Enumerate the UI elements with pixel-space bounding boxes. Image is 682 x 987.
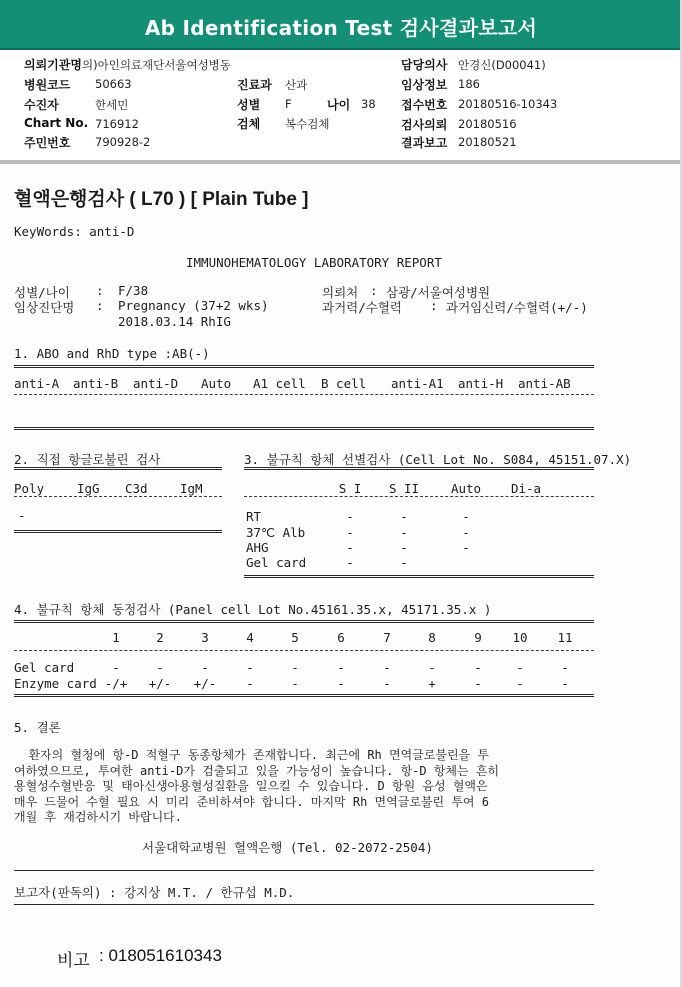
label-test-request: 검사의뢰 [401,118,448,132]
panel-cell: - [337,660,345,675]
conclusion-line: 여하였으므로, 투여한 anti-D가 검출되고 있을 가능성이 높습니다. 항-D 항체는 흔히 [14,763,500,778]
conclusion-line: 개월 후 재검하시기 바랍니다. [14,810,183,824]
panel-cell: - [201,660,209,675]
label-result-report: 결과보고 [401,136,448,150]
panel-column-header: 9 [474,630,482,645]
value-institution: 의)아인의료재단서울여성병동 [82,58,231,72]
conclusion-line: 용혈성수혈반응 및 태아신생아용혈성질환을 일으킬 수 있습니다. D 항원 음성 혈액은 [14,779,488,793]
abo-column-header: anti-A [14,376,60,391]
panel-cell: - [246,660,254,675]
panel-cell: - [561,676,569,691]
diagnosis-label: 임상진단명 [14,300,75,315]
value-sex: F [285,97,292,111]
blood-bank-footer: 서울대학교병원 혈액은행 (Tel. 02-2072-2504) [142,840,433,855]
label-department: 진료과 [237,78,272,92]
lab-report-title: IMMUNOHEMATOLOGY LABORATORY REPORT [186,255,442,270]
screen-cell: - [462,509,470,524]
panel-cell: - [291,660,299,675]
value-test-request: 20180516 [458,117,517,131]
panel-cell: + [428,676,436,691]
panel-cell: +/- [148,676,172,691]
panel-row-label: Enzyme card [14,676,97,691]
report-title: Ab Identification Test 검사결과보고서 [144,16,538,40]
panel-column-header: 5 [291,630,299,645]
screen-cell: - [462,525,470,540]
abo-column-header: anti-A1 [391,376,444,391]
rule [244,496,594,497]
abo-column-header: anti-AB [518,376,571,391]
dat-result: - [18,508,26,523]
label-doctor: 담당의사 [401,58,448,72]
section3-title: 3. 불규칙 항체 선별검사 (Cell Lot No. S084, 45151.07.X) [244,452,632,467]
value-patient: 한세민 [95,98,129,112]
abo-column-header: B cell [321,376,367,391]
conclusion-line: 매우 드물어 수혈 필요 시 미리 준비하셔야 합니다. 마지막 Rh 면역글로불린 투여 6 [14,794,489,809]
rule [14,427,594,430]
remark-value: : 018051610343 [99,946,222,965]
panel-cell: - [428,660,436,675]
section2-title: 2. 직접 항글로불린 검사 [14,452,161,467]
label-sex: 성별 [237,98,261,112]
value-hospital-code: 50663 [95,77,132,91]
abo-column-header: A1 cell [253,376,306,391]
abo-column-header: Auto [201,376,232,391]
diagnosis-extra: 2018.03.14 RhIG [118,314,231,329]
label-patient: 수진자 [24,98,59,112]
history-label: 과거력/수혈력 [322,300,402,315]
value-resident-no: 790928-2 [95,135,151,149]
panel-cell: - [246,676,254,691]
colon: : [96,298,104,313]
panel-cell: - [474,676,482,691]
value-result-report: 20180521 [458,135,517,149]
label-institution: 의뢰기관명 [24,58,82,72]
rule [14,365,594,368]
rule [244,575,594,578]
panel-column-header: 1 [112,630,120,645]
panel-column-header: 4 [246,630,254,645]
screen-cell: - [346,525,354,540]
rule [14,694,594,697]
screen-cell: - [462,540,470,555]
panel-row-label: Gel card [14,660,75,675]
colon: : [430,298,438,313]
panel-column-header: 10 [512,630,528,645]
sex-age-value: F/38 [118,283,149,298]
rule [14,496,222,497]
value-doctor: 안경신(D00041) [458,58,546,72]
panel-cell: +/- [193,676,217,691]
screen-column-header: Auto [450,481,482,496]
screen-row-label: AHG [246,540,269,555]
label-hospital-code: 병원코드 [24,78,71,92]
screen-cell: - [400,540,408,555]
section4-title: 4. 불규칙 항체 동정검사 (Panel cell Lot No.45161.35.x, 45171.35.x ) [14,602,492,617]
report-heading: 혈액은행검사 ( L70 ) [ Plain Tube ] [14,189,309,210]
rule [14,467,222,470]
value-department: 산과 [285,78,308,92]
conclusion-line: 환자의 혈청에 항-D 적혈구 동종항체가 존재합니다. 최근에 Rh 면역글로불린을 투 [14,748,489,762]
panel-column-header: 3 [201,630,209,645]
section5-title: 5. 결론 [14,720,61,735]
panel-cell: - [383,676,391,691]
label-age: 나이 [327,98,351,112]
label-specimen: 검체 [237,117,261,131]
sex-age-label: 성별/나이 [14,285,70,300]
value-age: 38 [361,97,376,111]
title-bar [0,0,682,50]
requester-label: 의뢰처 [322,285,359,300]
panel-cell: - [156,660,164,675]
label-receipt-no: 접수번호 [401,98,448,112]
panel-cell: - [474,660,482,675]
rule [14,870,594,871]
label-resident-no: 주민번호 [24,136,71,150]
value-receipt-no: 20180516-10343 [458,97,558,111]
panel-cell: - [561,660,569,675]
screen-row-label: 37℃ Alb [246,525,306,540]
requester-value: 삼광/서울여성병원 [386,285,491,300]
panel-column-header: 6 [337,630,345,645]
screen-cell: - [400,509,408,524]
screen-cell: - [400,525,408,540]
panel-cell: - [383,660,391,675]
screen-row-label: RT [246,509,262,524]
screen-cell: - [400,555,408,570]
panel-column-header: 8 [428,630,436,645]
rule [14,650,594,651]
section1-title: 1. ABO and RhD type :AB(-) [14,346,210,361]
screen-column-header: S II [388,481,420,496]
dat-column-header: IgG [77,481,100,496]
value-chart-no: 716912 [95,117,139,131]
abo-column-header: anti-B [73,376,119,391]
value-clinical-info: 186 [458,77,480,91]
screen-cell: - [346,555,354,570]
dat-column-header: Poly [14,481,45,496]
panel-cell: - [337,676,345,691]
panel-column-header: 11 [557,630,573,645]
rule [14,904,594,905]
panel-cell: - [516,660,524,675]
screen-column-header: S I [338,481,362,496]
colon: : [370,283,378,298]
panel-cell: - [516,676,524,691]
screen-row-label: Gel card [246,555,307,570]
dat-column-header: IgM [180,481,203,496]
label-chart-no: Chart No. [24,116,89,130]
screen-cell: - [346,540,354,555]
rule [244,467,594,470]
remark-label: 비고 [57,951,90,970]
panel-column-header: 2 [156,630,164,645]
screen-cell: - [346,509,354,524]
keywords: KeyWords: anti-D [14,224,135,239]
panel-cell: - [291,676,299,691]
panel-cell: - [112,660,120,675]
label-clinical-info: 임상정보 [401,78,448,92]
rule [14,394,594,395]
rule [14,530,222,533]
screen-column-header: Di-a [510,481,542,496]
diagnosis-value: Pregnancy (37+2 wks) [118,298,269,313]
abo-column-header: anti-D [133,376,179,391]
colon: : [96,283,104,298]
reporter: 보고자(판독의) : 강지상 M.T. / 한규섭 M.D. [14,885,295,900]
rule [14,620,594,623]
abo-column-header: anti-H [458,376,504,391]
dat-column-header: C3d [125,481,148,496]
panel-cell: -/+ [104,676,128,691]
history-value: 과거임신력/수혈력(+/-) [446,300,588,315]
value-specimen: 복수검체 [285,117,330,131]
panel-column-header: 7 [383,630,391,645]
